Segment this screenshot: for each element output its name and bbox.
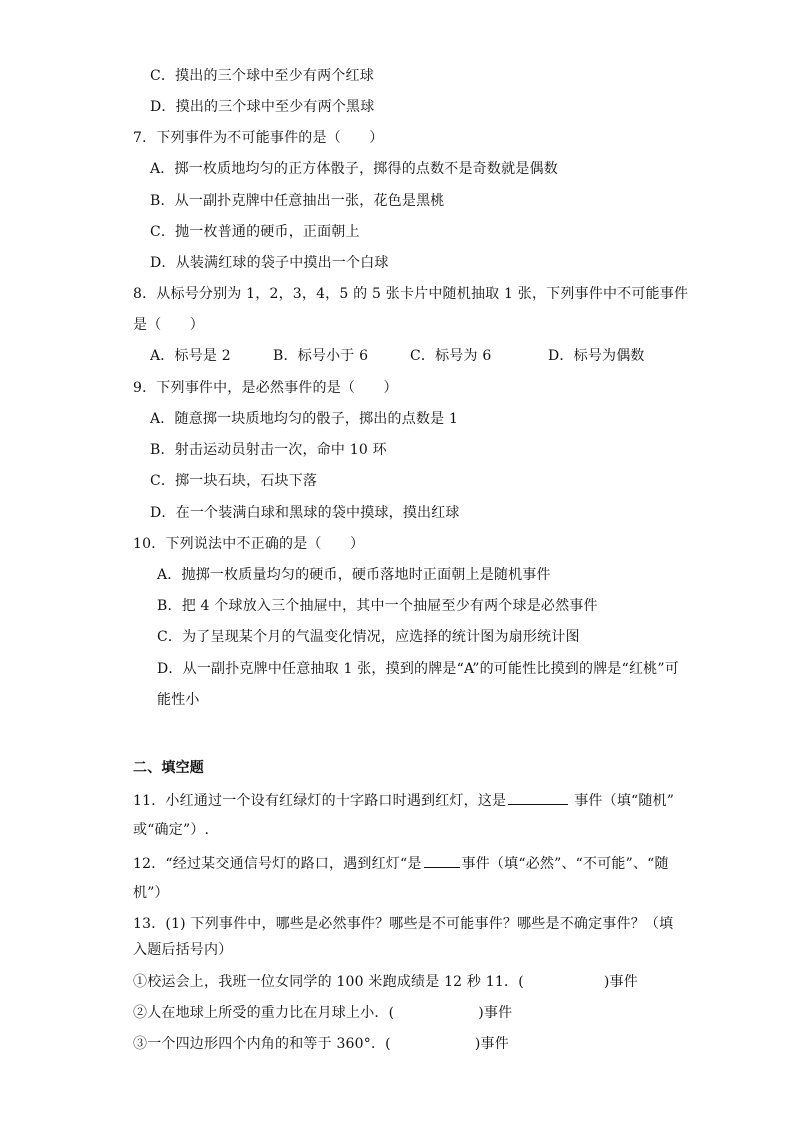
q8-option-d: D．标号为偶数 — [548, 348, 645, 364]
q8-option-c: C．标号为 6 — [410, 348, 492, 364]
q13-stem: 13．(1) 下列事件中，哪些是必然事件？哪些是不可能事件？哪些是不确定事件？（填 — [133, 916, 674, 932]
q10-stem: 10．下列说法中不正确的是（ ） — [133, 536, 365, 552]
q9-option-c: C．掷一块石块，石块下落 — [150, 473, 318, 489]
q7-option-b: B．从一副扑克牌中任意抽出一张，花色是黑桃 — [150, 193, 445, 209]
section-heading-fill-in: 二、填空题 — [133, 760, 204, 776]
q10-option-b: B．把 4 个球放入三个抽屉中，其中一个抽屉至少有两个球是必然事件 — [157, 598, 598, 614]
q6-option-c: C．摸出的三个球中至少有两个红球 — [150, 68, 374, 84]
q7-option-d: D．从装满红球的袋子中摸出一个白球 — [150, 255, 389, 271]
q12-answer-blank[interactable] — [424, 853, 460, 868]
q13-item-2 — [133, 1004, 512, 1022]
q11-answer-blank[interactable] — [508, 790, 568, 805]
q6-option-d: D．摸出的三个球中至少有两个黑球 — [150, 99, 375, 115]
q9-option-d: D．在一个装满白球和黑球的袋中摸球，摸出红球 — [150, 505, 460, 521]
q11-text-after: 事件（填“随机” — [574, 793, 675, 809]
q11-text-before: 11．小红通过一个设有红绿灯的十字路口时遇到红灯，这是 — [133, 793, 507, 809]
q12-text-after: 事件（填“必然”、“不可能”、“随 — [461, 856, 669, 872]
q7-option-c: C．抛一枚普通的硬币，正面朝上 — [150, 224, 360, 240]
q13-item-3 — [133, 1035, 509, 1053]
q10-option-c: C．为了呈现某个月的气温变化情况，应选择的统计图为扇形统计图 — [157, 629, 580, 645]
q13-item-2-text: ②人在地球上所受的重力比在月球上小．( — [133, 1005, 395, 1021]
q13-item-1-text: ①校运会上，我班一位女同学的 100 米跑成绩是 12 秒 11．( — [133, 974, 524, 990]
q13-item-2-suffix: )事件 — [478, 1005, 513, 1021]
q10-option-a: A．抛掷一枚质量均匀的硬币，硬币落地时正面朝上是随机事件 — [157, 567, 551, 583]
q13-item-1-suffix: )事件 — [603, 974, 638, 990]
q9-stem: 9．下列事件中，是必然事件的是（ ） — [133, 380, 398, 396]
q13-stem-cont: 入题后括号内） — [133, 942, 233, 958]
q9-option-b: B．射击运动员射击一次，命中 10 环 — [150, 442, 387, 458]
q8-stem-cont: 是（ ） — [133, 317, 204, 333]
q13-item-3-text: ③一个四边形四个内角的和等于 360°．( — [133, 1036, 391, 1052]
q13-item-1 — [133, 973, 638, 991]
q8-option-a: A．标号是 2 — [150, 348, 231, 364]
q7-option-a: A．掷一枚质地均匀的正方体骰子，掷得的点数不是奇数就是偶数 — [150, 161, 558, 177]
q12-stem — [133, 853, 669, 873]
q10-option-d: D．从一副扑克牌中任意抽取 1 张，摸到的牌是“A”的可能性比摸到的牌是“红桃”可 — [157, 661, 679, 677]
q13-item-3-suffix: )事件 — [474, 1036, 509, 1052]
q11-stem — [133, 790, 674, 810]
q8-option-b: B．标号小于 6 — [273, 348, 369, 364]
q7-stem: 7．下列事件为不可能事件的是（ ） — [133, 130, 384, 146]
q10-option-d-cont: 能性小 — [157, 692, 200, 708]
q12-stem-cont: 机”） — [133, 885, 169, 901]
q9-option-a: A．随意掷一块质地均匀的骰子，掷出的点数是 1 — [150, 411, 459, 427]
q11-stem-cont: 或“确定”）. — [133, 822, 210, 838]
q8-stem: 8．从标号分别为 1，2，3，4，5 的 5 张卡片中随机抽取 1 张，下列事件中不可能事件 — [133, 286, 689, 302]
q12-text-before: 12．“经过某交通信号灯的路口，遇到红灯“是 — [133, 856, 422, 872]
